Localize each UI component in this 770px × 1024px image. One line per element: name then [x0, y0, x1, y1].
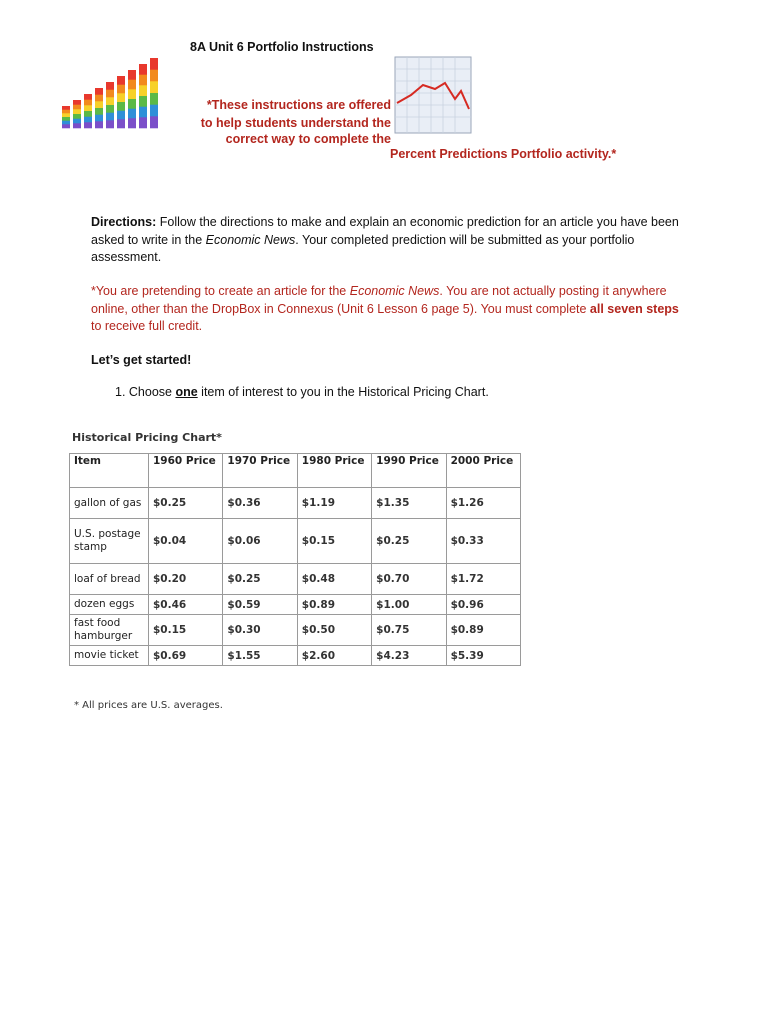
clipart-bar-segment [139, 107, 147, 118]
item-cell: U.S. postage stamp [70, 519, 149, 564]
step-1-emphasis: one [175, 385, 198, 399]
price-cell: $1.00 [372, 595, 446, 615]
price-cell: $0.04 [149, 519, 223, 564]
bar-graph-clipart [54, 50, 166, 132]
step-1 [115, 385, 489, 399]
price-cell: $0.50 [297, 615, 371, 646]
price-cell: $0.15 [149, 615, 223, 646]
clipart-bar-segment [106, 82, 114, 90]
item-cell: gallon of gas [70, 488, 149, 519]
price-cell: $0.15 [297, 519, 371, 564]
table-row [70, 564, 521, 595]
clipart-bar-segment [84, 105, 92, 111]
clipart-bar-segment [128, 99, 136, 109]
column-header-2000: 2000 Price [446, 454, 520, 488]
column-header-item: Item [70, 454, 149, 488]
directions-newspaper-name: Economic News [205, 232, 296, 247]
price-cell: $2.60 [297, 646, 371, 666]
price-cell: $4.23 [372, 646, 446, 666]
page-title: 8A Unit 6 Portfolio Instructions [190, 40, 374, 54]
clipart-bar-segment [95, 115, 103, 122]
price-cell: $1.72 [446, 564, 520, 595]
price-cell: $0.33 [446, 519, 520, 564]
clipart-bar-segment [139, 117, 147, 128]
clipart-bar-segment [128, 80, 136, 90]
item-cell: dozen eggs [70, 595, 149, 615]
price-cell: $0.25 [372, 519, 446, 564]
clipart-bar-segment [150, 105, 158, 117]
notice-newspaper-name: Economic News [349, 284, 440, 298]
clipart-bar-segment [62, 121, 70, 125]
clipart-bar-segment [106, 105, 114, 113]
clipart-bar-segment [84, 100, 92, 106]
start-heading: Let’s get started! [91, 353, 192, 367]
clipart-bar-segment [106, 90, 114, 98]
clipart-bar-segment [73, 114, 81, 119]
clipart-bar-segment [73, 105, 81, 110]
clipart-bar-segment [95, 88, 103, 95]
intro-line-2: to help students understand the [200, 116, 391, 130]
notice-text-b: . You are not actually posting it anywhere online, other than the DropBox in Connexus (Unit 6 Lesson 6 page 5). You must complete [91, 284, 667, 316]
clipart-bar-segment [150, 116, 158, 128]
historical-pricing-table [69, 453, 521, 666]
directions-text-a: Follow the directions to make and explain an economic prediction for an article you have been asked to write in the [91, 215, 679, 247]
clipart-bar-segment [150, 70, 158, 82]
price-cell: $0.20 [149, 564, 223, 595]
clipart-bar-segment [128, 89, 136, 99]
clipart-bar-segment [150, 93, 158, 105]
table-header-row [70, 454, 521, 488]
price-cell: $0.59 [223, 595, 297, 615]
clipart-bar-segment [95, 121, 103, 128]
price-cell: $0.25 [223, 564, 297, 595]
clipart-bar-segment [84, 111, 92, 117]
table-row [70, 519, 521, 564]
notice-text-c: to receive full credit. [91, 319, 203, 333]
clipart-bar-segment [106, 120, 114, 128]
clipart-bar-segment [62, 117, 70, 121]
step-1-suffix: item of interest to you in the Historical Pricing Chart. [197, 385, 489, 399]
price-cell: $1.35 [372, 488, 446, 519]
directions-label: Directions: [91, 215, 157, 229]
directions-text-b: . Your completed prediction will be submitted as your portfolio assessment. [91, 232, 635, 264]
clipart-bar-segment [62, 113, 70, 117]
intro-line-3: correct way to complete the [225, 132, 391, 146]
clipart-bar-segment [117, 93, 125, 102]
price-cell: $1.19 [297, 488, 371, 519]
table-row [70, 595, 521, 615]
clipart-bar-segment [139, 85, 147, 96]
intro-line-4: Percent Predictions Portfolio activity.* [390, 147, 617, 161]
clipart-bar-segment [95, 101, 103, 108]
column-header-1980: 1980 Price [297, 454, 371, 488]
notice-emphasis: all seven steps [589, 301, 679, 316]
directions-paragraph [91, 214, 691, 267]
step-1-prefix: 1. Choose [115, 385, 176, 399]
price-cell: $0.06 [223, 519, 297, 564]
price-cell: $0.46 [149, 595, 223, 615]
clipart-bar-segment [117, 102, 125, 111]
clipart-bar-segment [128, 70, 136, 80]
notice-text-a: *You are pretending to create an article for the [91, 284, 350, 298]
price-cell: $0.48 [297, 564, 371, 595]
clipart-bar-segment [117, 111, 125, 120]
price-cell: $0.70 [372, 564, 446, 595]
price-cell: $0.69 [149, 646, 223, 666]
column-header-1960: 1960 Price [149, 454, 223, 488]
line-chart-clipart [393, 55, 473, 135]
clipart-bar-segment [95, 95, 103, 102]
clipart-bar-segment [128, 118, 136, 128]
table-row [70, 488, 521, 519]
pricing-chart-title: Historical Pricing Chart* [72, 431, 222, 444]
price-cell: $1.55 [223, 646, 297, 666]
clipart-bar-segment [84, 117, 92, 123]
clipart-bar-segment [62, 110, 70, 114]
price-cell: $0.96 [446, 595, 520, 615]
table-row [70, 646, 521, 666]
clipart-bar-segment [62, 124, 70, 128]
clipart-bar-segment [117, 85, 125, 94]
clipart-bar-segment [139, 96, 147, 107]
table-row [70, 615, 521, 646]
column-header-1990: 1990 Price [372, 454, 446, 488]
clipart-bar-segment [117, 76, 125, 85]
clipart-bar-segment [139, 64, 147, 75]
clipart-bar-segment [150, 58, 158, 70]
price-cell: $0.75 [372, 615, 446, 646]
price-cell: $0.25 [149, 488, 223, 519]
price-cell: $5.39 [446, 646, 520, 666]
clipart-bar-segment [73, 109, 81, 114]
notice-paragraph [91, 283, 691, 336]
clipart-bar-segment [73, 119, 81, 124]
column-header-1970: 1970 Price [223, 454, 297, 488]
price-cell: $0.36 [223, 488, 297, 519]
item-cell: loaf of bread [70, 564, 149, 595]
clipart-bar-segment [128, 109, 136, 119]
clipart-bar-segment [106, 113, 114, 121]
clipart-bar-segment [73, 100, 81, 105]
clipart-bar-segment [95, 108, 103, 115]
clipart-bar-segment [150, 81, 158, 93]
price-cell: $0.89 [297, 595, 371, 615]
item-cell: fast food hamburger [70, 615, 149, 646]
clipart-bar-segment [117, 119, 125, 128]
chart-footnote: * All prices are U.S. averages. [74, 700, 223, 711]
clipart-bar-segment [73, 123, 81, 128]
clipart-bar-segment [106, 97, 114, 105]
item-cell: movie ticket [70, 646, 149, 666]
price-cell: $0.30 [223, 615, 297, 646]
clipart-bar-segment [62, 106, 70, 110]
clipart-bar-segment [139, 75, 147, 86]
clipart-bar-segment [84, 122, 92, 128]
price-cell: $1.26 [446, 488, 520, 519]
price-cell: $0.89 [446, 615, 520, 646]
intro-line-1: *These instructions are offered [206, 98, 391, 112]
clipart-bar-segment [84, 94, 92, 100]
